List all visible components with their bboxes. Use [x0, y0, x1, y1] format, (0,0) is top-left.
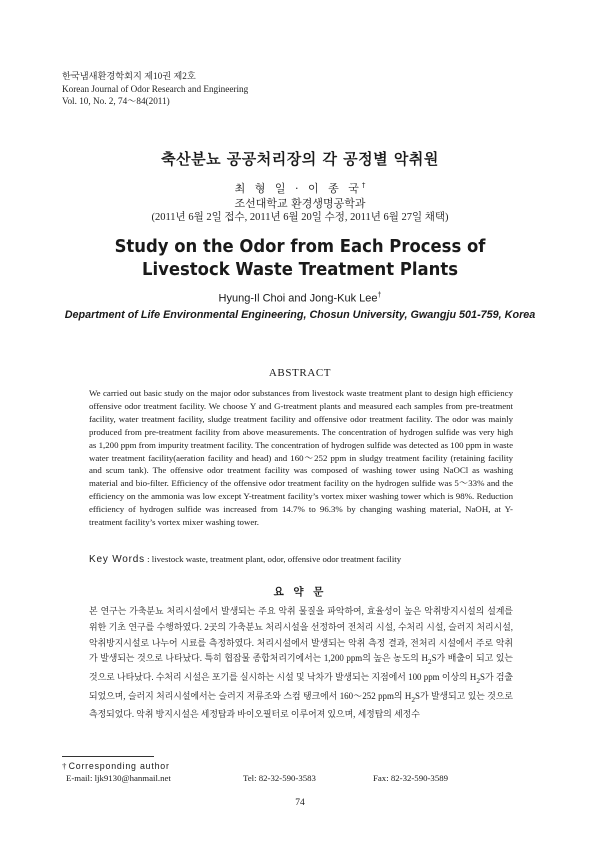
contact-tel: Tel: 82-32-590-3583: [243, 773, 316, 783]
journal-name-ko: 한국냄새환경학회지 제10권 제2호: [62, 71, 196, 81]
affiliation-en: Department of Life Environmental Engineering, Chosun University, Gwangju 501-759, Korea: [64, 309, 536, 321]
contact-fax: Fax: 82-32-590-3589: [373, 773, 449, 783]
dagger-mark: †: [62, 761, 67, 771]
contact-line: [62, 772, 542, 784]
dagger-mark: †: [361, 181, 366, 190]
abstract-body: [89, 387, 513, 529]
summary-body: [89, 604, 513, 723]
summary-text-3: S가 검출되었으며, 슬러지 처리시설에서는 슬러지 저류조와 스컴 탱크에서 160～252 ppm의 H: [89, 671, 514, 701]
footnote: [62, 760, 542, 784]
dagger-mark: †: [377, 292, 382, 299]
affiliation-ko: 조선대학교 환경생명공학과: [234, 197, 366, 210]
authors-ko: [0, 180, 600, 196]
paper-title-ko: 축산분뇨 공공처리장의 각 공정별 악취원: [161, 150, 439, 168]
paper-title-en: [18, 236, 582, 282]
summary-text-2: S가 배출이 되고 있는 것으로 나타났다. 수처리 시설은 포기를 실시하는 시설 및 낙차가 발생되는 지점에서 100 ppm 이상의 H: [89, 653, 513, 682]
paper-title-en-line2: Livestock Waste Treatment Plants: [142, 260, 458, 280]
summary-text-1: 본 연구는 가축분뇨 처리시설에서 발생되는 주요 악취 물질을 파악하여, 효율성이 높은 악취방지시설의 설계를 위한 기초 연구를 수행하였다. 2곳의 가축분뇨 처리시설을 선정하여 전처리 시설, 수처리 시설, 슬러지 처리시설, 악취방지시설로 나누어 시료를 측정하였다. 처리시설에서 발생되는 악취 측정 결과, 전처리 시설에서 주로 악취가 발생되는 것으로 나타났다. 특히 협잡물 종합처리기에서는 1,200 ppm의 높은 농도의 H: [89, 606, 513, 664]
abstract-heading: ABSTRACT: [268, 367, 332, 379]
journal-volume: Vol. 10, No. 2, 74～84(2011): [62, 96, 170, 106]
authors-en-names: Hyung-Il Choi and Jong-Kuk Lee: [218, 292, 378, 305]
journal-name-en: Korean Journal of Odor Research and Engineering: [62, 83, 249, 94]
summary-subscript-2: 2: [476, 675, 481, 685]
keywords-text: : livestock waste, treatment plant, odor, offensive odor treatment facility: [144, 554, 402, 564]
corresponding-author-label: Corresponding author: [68, 761, 170, 771]
summary-heading: 요 약 문: [273, 586, 327, 598]
authors-en: [0, 292, 600, 305]
submission-dates: (2011년 6월 2일 접수, 2011년 6월 20일 수정, 2011년 6월 27일 채택): [151, 212, 449, 223]
abstract-text: We carried out basic study on the major odor substances from livestock waste treatment plant to design high efficiency offensive odor treatment facility. We choose Y and G-treatment plants and measured each samples from pre-treatment facility, water treatment facility, sludge treatment facility and offensive odor treatment facility. The odor was mainly produced from pre-treatment facility from above measurements. The concentration of hydrogen sulfide was very high as 1,200 ppm from impurity treatment facility. The concentration of hydrogen sulfide was detected as 100 ppm in waste water treatment facility(aeration facility and head) and 160～252 ppm in sludgy treatment facility (retaining facility and scum tank). The offensive odor treatment facility was composed of washing tower using NaOCl as washing material and bio-filter. Efficiency of the offensive odor treatment facility on the hydrogen sulfide was 5～33% and the efficiency on the ammonia was low except Y-treatment facility’s vortex mixer washing tower which is 98%. Reduction efficiency of hydrogen sulfide was increased from 14.7% to 96.3% by changing washing material, NaOH, at Y-treatment facility’s vortex mixer washing tower.: [89, 388, 513, 528]
journal-header: [62, 70, 248, 108]
summary-subscript-3: 2: [411, 694, 416, 704]
summary-subscript-1: 2: [427, 657, 432, 667]
keywords-label: Key Words: [89, 554, 145, 565]
paper-title-en-line1: Study on the Odor from Each Process of: [114, 237, 486, 257]
authors-ko-names: 최 형 일 · 이 종 국: [234, 182, 362, 195]
keywords: [89, 554, 519, 565]
contact-email: E-mail: ljk9130@hanmail.net: [66, 773, 171, 783]
page-number: 74: [295, 798, 305, 808]
summary-text-4: S가 발생되고 있는 것으로 측정되었다. 악취 방지시설은 세정탑과 바이오필터로 이루어져 있으며, 세정탑의 세정수: [89, 690, 513, 720]
footnote-divider: [62, 756, 154, 757]
